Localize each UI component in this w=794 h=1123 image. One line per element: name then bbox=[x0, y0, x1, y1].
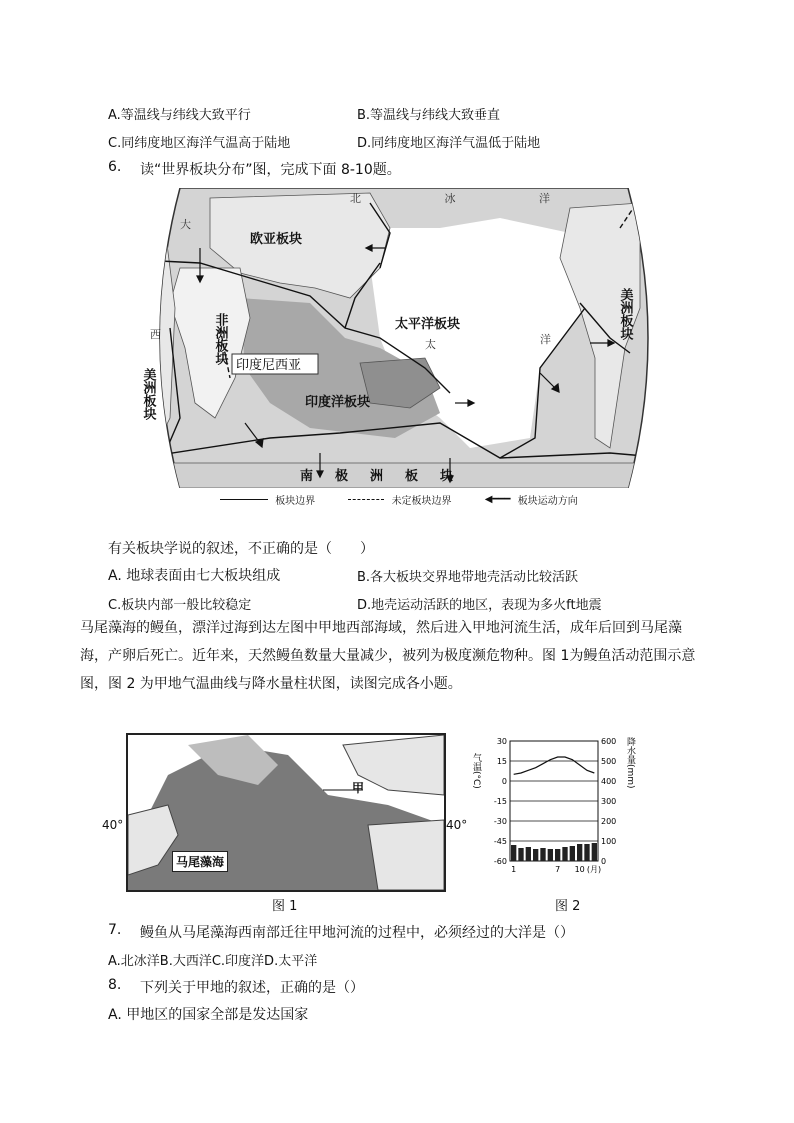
precip-tick-label: 200 bbox=[601, 817, 617, 826]
passage-line-2: 海，产卵后死亡。近年来，天然鳗鱼数量大量减少，被列为极度濒危物种。图 1为鳗鱼活动范围示意 bbox=[80, 648, 696, 664]
month-tick-label: 7 bbox=[555, 865, 561, 874]
label-sargasso-sea: 马尾藻海 bbox=[172, 851, 228, 872]
precip-bar bbox=[577, 844, 582, 861]
legend-solid-line bbox=[220, 499, 268, 500]
label-american-plate-right: 美洲板块 bbox=[617, 288, 633, 340]
precip-tick-label: 100 bbox=[601, 837, 617, 846]
temp-tick-label: -15 bbox=[493, 797, 507, 806]
month-tick-label: 1 bbox=[511, 865, 517, 874]
precip-bar bbox=[533, 849, 538, 861]
legend-undetermined-label: 未定板块边界 bbox=[391, 496, 452, 507]
temp-axis-title: 气温(°C) bbox=[471, 753, 481, 789]
fig1-caption: 图 1 bbox=[272, 899, 298, 914]
q5-option-c: C.同纬度地区海洋气温高于陆地 bbox=[108, 136, 291, 151]
q5-option-a: A.等温线与纬线大致平行 bbox=[108, 108, 251, 123]
climate-chart bbox=[470, 733, 638, 893]
q7-options: A.北冰洋B.大西洋C.印度洋D.太平洋 bbox=[108, 954, 318, 969]
fig2-caption: 图 2 bbox=[555, 899, 581, 914]
q6-option-c: C.板块内部一般比较稳定 bbox=[108, 598, 252, 613]
q7-text: 鳗鱼从马尾藻海西南部迁往甲地河流的过程中，必须经过的大洋是（） bbox=[140, 925, 574, 941]
label-eurasian-plate: 欧亚板块 bbox=[250, 232, 303, 247]
precip-tick-label: 400 bbox=[601, 777, 617, 786]
precip-bar bbox=[592, 843, 597, 861]
lat-right: 40° bbox=[446, 818, 468, 832]
precip-bar bbox=[584, 844, 589, 861]
world-plates-map bbox=[140, 188, 668, 488]
lat-left: 40° bbox=[102, 818, 124, 832]
arrow-left-icon: ◀━━━ bbox=[484, 494, 511, 505]
q8-text: 下列关于甲地的叙述，正确的是（） bbox=[140, 980, 364, 996]
label-yang: 洋 bbox=[540, 333, 551, 346]
legend-boundary-label: 板块边界 bbox=[275, 496, 316, 507]
legend-direction-label: 板块运动方向 bbox=[517, 496, 578, 507]
label-american-plate-left: 美洲板块 bbox=[140, 368, 156, 420]
q8-number: 8. bbox=[108, 977, 122, 993]
label-antarctic-plate: 南极洲板块 bbox=[300, 469, 476, 484]
q6-number: 6. bbox=[108, 159, 122, 175]
label-pacific-plate: 太平洋板块 bbox=[395, 317, 461, 332]
temp-tick-label: -60 bbox=[493, 857, 507, 866]
q6-option-a: A. 地球表面由七大板块组成 bbox=[108, 568, 281, 584]
label-arctic-ocean: 北 冰 洋 bbox=[350, 192, 590, 205]
label-da: 大 bbox=[180, 218, 191, 231]
precip-axis-title: 降水量(mm) bbox=[625, 737, 635, 789]
q5-option-d: D.同纬度地区海洋气温低于陆地 bbox=[357, 136, 541, 151]
label-xi: 西 bbox=[150, 328, 161, 341]
precip-bar bbox=[548, 849, 553, 861]
precip-bar bbox=[511, 845, 516, 861]
label-indonesia: 印度尼西亚 bbox=[236, 358, 302, 373]
africa-shape bbox=[368, 820, 444, 890]
temp-tick-label: 30 bbox=[496, 737, 507, 746]
passage-line-1: 马尾藻海的鳗鱼，漂洋过海到达左图中甲地西部海域，然后进入甲地河流生活，成年后回到马尾藻 bbox=[80, 620, 682, 636]
month-tick-label: 10 bbox=[574, 865, 585, 874]
precip-tick-label: 500 bbox=[601, 757, 617, 766]
precip-bar bbox=[540, 848, 545, 861]
map-legend bbox=[220, 492, 578, 507]
temp-tick-label: -30 bbox=[493, 817, 507, 826]
temp-tick-label: -45 bbox=[493, 837, 507, 846]
q6-option-b: B.各大板块交界地带地壳活动比较活跃 bbox=[357, 570, 579, 585]
q6-option-d: D.地壳运动活跃的地区，表现为多火ft地震 bbox=[357, 598, 602, 613]
label-tai: 太 bbox=[425, 338, 436, 351]
precip-bar bbox=[570, 846, 575, 861]
precip-bar bbox=[526, 847, 531, 861]
passage-line-3: 图，图 2 为甲地气温曲线与降水量柱状图，读图完成各小题。 bbox=[80, 676, 462, 692]
precip-bar bbox=[518, 848, 523, 861]
q5-option-b: B.等温线与纬线大致垂直 bbox=[357, 108, 501, 123]
temp-tick-label: 0 bbox=[501, 777, 507, 786]
q7-number: 7. bbox=[108, 922, 122, 938]
precip-tick-label: 0 bbox=[601, 857, 607, 866]
label-jia: 甲 bbox=[352, 781, 365, 795]
temp-tick-label: 15 bbox=[496, 757, 507, 766]
legend-dashed-line bbox=[348, 499, 384, 500]
q8-option-a: A. 甲地区的国家全部是发达国家 bbox=[108, 1007, 309, 1023]
precip-tick-label: 600 bbox=[601, 737, 617, 746]
precip-bar bbox=[562, 847, 567, 861]
q6-stem: 有关板块学说的叙述，不正确的是（ ） bbox=[108, 541, 374, 557]
precip-bar bbox=[555, 849, 560, 861]
label-indian-plate: 印度洋板块 bbox=[305, 395, 371, 410]
label-african-plate: 非洲板块 bbox=[212, 313, 228, 365]
month-tick-label: (月) bbox=[586, 865, 602, 874]
precip-tick-label: 300 bbox=[601, 797, 617, 806]
q6-text: 读“世界板块分布”图，完成下面 8-10题。 bbox=[140, 162, 401, 178]
